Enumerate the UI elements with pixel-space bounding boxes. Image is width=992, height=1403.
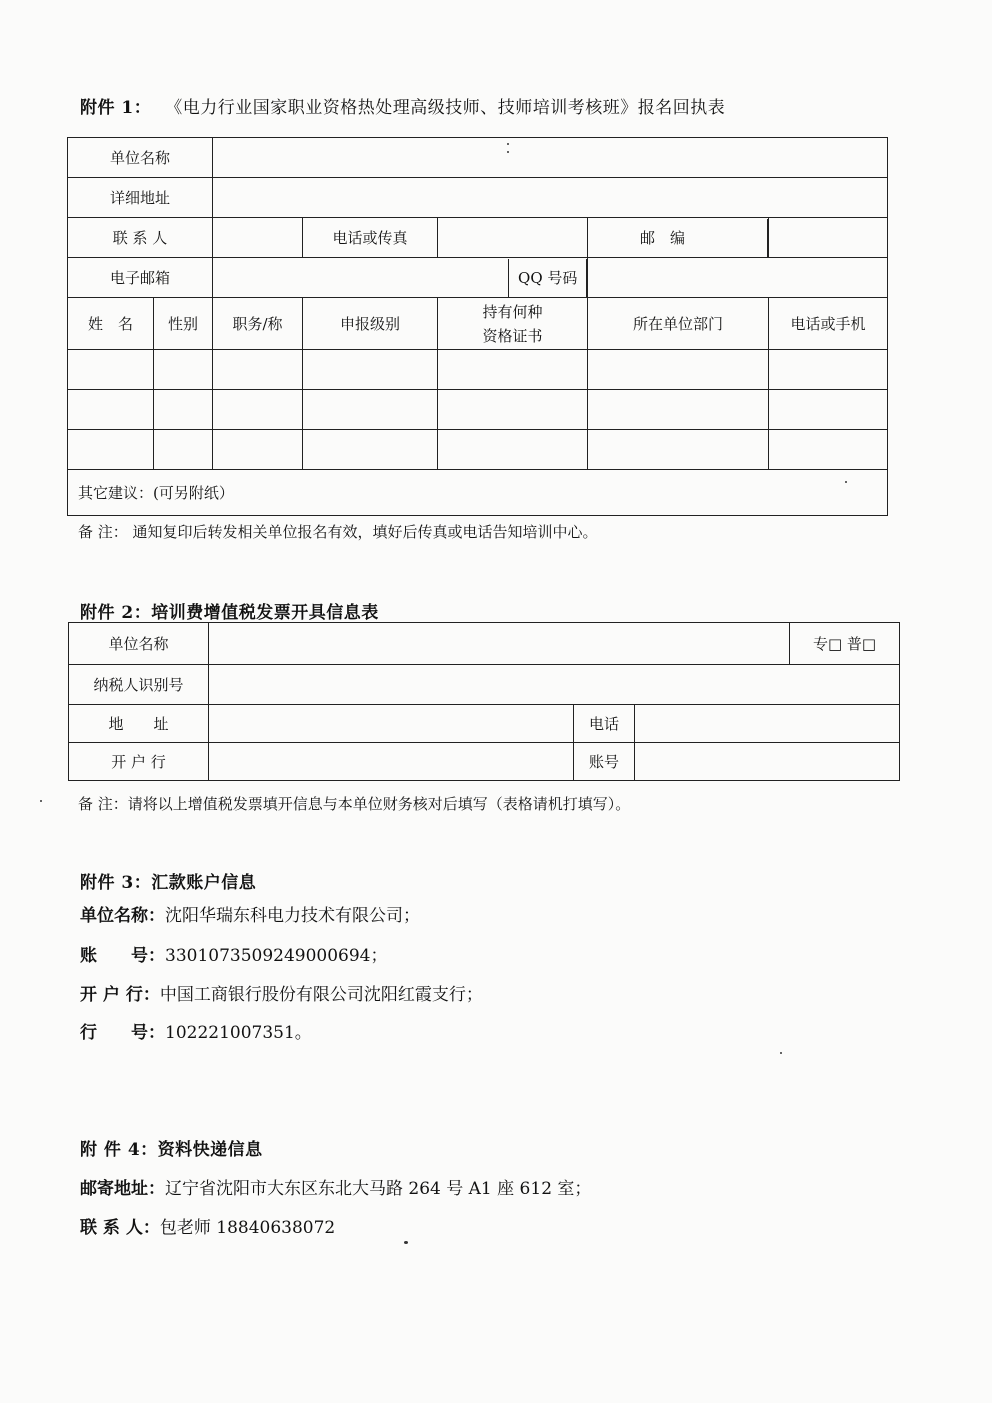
cell-input[interactable] bbox=[588, 430, 769, 470]
cell-input[interactable] bbox=[438, 430, 588, 470]
cell-input[interactable] bbox=[213, 350, 303, 390]
registration-form-table bbox=[67, 137, 888, 516]
att3-bankno-label: 行 号： bbox=[80, 1023, 165, 1043]
invoice-bank-label: 开 户 行 bbox=[69, 743, 209, 781]
att3-account bbox=[80, 941, 388, 966]
cell-input[interactable] bbox=[213, 430, 303, 470]
att4-contact-label: 联 系 人： bbox=[80, 1218, 160, 1238]
att4-contact bbox=[80, 1213, 335, 1238]
att3-bank bbox=[80, 980, 483, 1005]
att2-heading: 附件 2：培训费增值税发票开具信息表 bbox=[80, 603, 379, 623]
invoice-info-table bbox=[68, 622, 900, 781]
scan-speck bbox=[845, 481, 847, 483]
cell-input[interactable] bbox=[68, 390, 154, 430]
scan-speck bbox=[507, 151, 509, 153]
address-label: 详细地址 bbox=[68, 178, 213, 218]
header-level: 申报级别 bbox=[303, 298, 438, 350]
invoice-unit-label: 单位名称 bbox=[69, 623, 209, 665]
postcode-cell bbox=[588, 218, 769, 258]
header-cert bbox=[438, 298, 588, 350]
cell-input[interactable] bbox=[588, 390, 769, 430]
cell-input[interactable] bbox=[303, 350, 438, 390]
header-dept: 所在单位部门 bbox=[588, 298, 769, 350]
qq-label: QQ 号码 bbox=[508, 259, 587, 297]
address-input[interactable] bbox=[213, 178, 888, 218]
att1-note: 备 注： 通知复印后转发相关单位报名有效，填好后传真或电话告知培训中心。 bbox=[78, 523, 598, 541]
header-title: 职务/称 bbox=[213, 298, 303, 350]
att4-address bbox=[80, 1174, 591, 1199]
header-cert-line1: 持有何种 bbox=[482, 302, 543, 321]
header-cert-line2: 资格证书 bbox=[482, 326, 543, 345]
cell-input[interactable] bbox=[769, 430, 888, 470]
invoice-phone-input[interactable] bbox=[635, 705, 900, 743]
unit-name-input[interactable] bbox=[213, 138, 888, 178]
contact-input[interactable] bbox=[213, 218, 303, 258]
table-row bbox=[68, 430, 888, 470]
table-row bbox=[68, 390, 888, 430]
cell-input[interactable] bbox=[213, 390, 303, 430]
att2-note: 备 注：请将以上增值税发票填开信息与本单位财务核对后填写（表格请机打填写）。 bbox=[78, 795, 631, 813]
cell-input[interactable] bbox=[769, 350, 888, 390]
invoice-address-label: 地 址 bbox=[69, 705, 209, 743]
phone-fax-input[interactable] bbox=[438, 218, 588, 258]
table-row bbox=[68, 350, 888, 390]
header-phone: 电话或手机 bbox=[769, 298, 888, 350]
email-label: 电子邮箱 bbox=[68, 258, 213, 298]
postcode-label: 邮 编 bbox=[640, 229, 686, 247]
postcode-input[interactable] bbox=[769, 218, 888, 258]
cell-input[interactable] bbox=[588, 350, 769, 390]
unit-name-label: 单位名称 bbox=[68, 138, 213, 178]
scan-speck bbox=[507, 143, 509, 145]
invoice-unit-input[interactable] bbox=[209, 623, 790, 665]
cell-input[interactable] bbox=[438, 350, 588, 390]
cell-input[interactable] bbox=[154, 390, 213, 430]
att3-bank-value: 中国工商银行股份有限公司沈阳红霞支行； bbox=[159, 985, 483, 1005]
att3-bank-label: 开 户 行： bbox=[80, 985, 160, 1005]
phone-fax-label: 电话或传真 bbox=[303, 218, 438, 258]
att4-contact-value: 包老师 18840638072 bbox=[159, 1218, 336, 1238]
header-gender: 性别 bbox=[154, 298, 213, 350]
invoice-phone-label: 电话 bbox=[574, 705, 635, 743]
att1-heading bbox=[80, 93, 725, 118]
invoice-address-input[interactable] bbox=[209, 705, 574, 743]
att3-bankno-value: 102221007351。 bbox=[165, 1023, 312, 1043]
invoice-type-checkboxes[interactable]: 专□ 普□ bbox=[790, 623, 900, 665]
qq-input-ext[interactable] bbox=[588, 258, 888, 298]
att1-prefix: 附件 1： bbox=[80, 98, 152, 118]
invoice-account-input[interactable] bbox=[635, 743, 900, 781]
cell-input[interactable] bbox=[68, 350, 154, 390]
invoice-bank-input[interactable] bbox=[209, 743, 574, 781]
att3-unit-label: 单位名称： bbox=[80, 906, 165, 926]
att4-heading: 附 件 4：资料快递信息 bbox=[80, 1140, 263, 1160]
scan-speck bbox=[780, 1052, 782, 1054]
cell-input[interactable] bbox=[438, 390, 588, 430]
att4-address-label: 邮寄地址： bbox=[80, 1179, 165, 1199]
att3-unit-value: 沈阳华瑞东科电力技术有限公司； bbox=[165, 906, 420, 926]
email-input[interactable] bbox=[213, 259, 508, 297]
cell-input[interactable] bbox=[154, 350, 213, 390]
scan-speck bbox=[404, 1241, 408, 1244]
taxpayer-id-label: 纳税人识别号 bbox=[69, 665, 209, 705]
cell-input[interactable] bbox=[303, 430, 438, 470]
email-cell bbox=[213, 258, 588, 298]
contact-label: 联 系 人 bbox=[68, 218, 213, 258]
att1-title: 《电力行业国家职业资格热处理高级技师、技师培训考核班》报名回执表 bbox=[165, 98, 726, 118]
att4-address-value: 辽宁省沈阳市大东区东北大马路 264 号 A1 座 612 室； bbox=[165, 1179, 592, 1199]
postcode-divider bbox=[767, 219, 768, 257]
taxpayer-id-input[interactable] bbox=[209, 665, 900, 705]
header-name: 姓 名 bbox=[68, 298, 154, 350]
cell-input[interactable] bbox=[154, 430, 213, 470]
invoice-account-label: 账号 bbox=[574, 743, 635, 781]
att3-unit bbox=[80, 901, 420, 926]
scan-speck bbox=[40, 800, 42, 802]
att3-heading: 附件 3：汇款账户信息 bbox=[80, 873, 257, 893]
cell-input[interactable] bbox=[68, 430, 154, 470]
att3-account-label: 账 号： bbox=[80, 946, 165, 966]
att3-bankno bbox=[80, 1018, 312, 1043]
att3-account-value: 3301073509249000694； bbox=[165, 946, 388, 966]
cell-input[interactable] bbox=[303, 390, 438, 430]
cell-input[interactable] bbox=[769, 390, 888, 430]
other-suggestions[interactable]: 其它建议：(可另附纸） bbox=[68, 470, 888, 516]
